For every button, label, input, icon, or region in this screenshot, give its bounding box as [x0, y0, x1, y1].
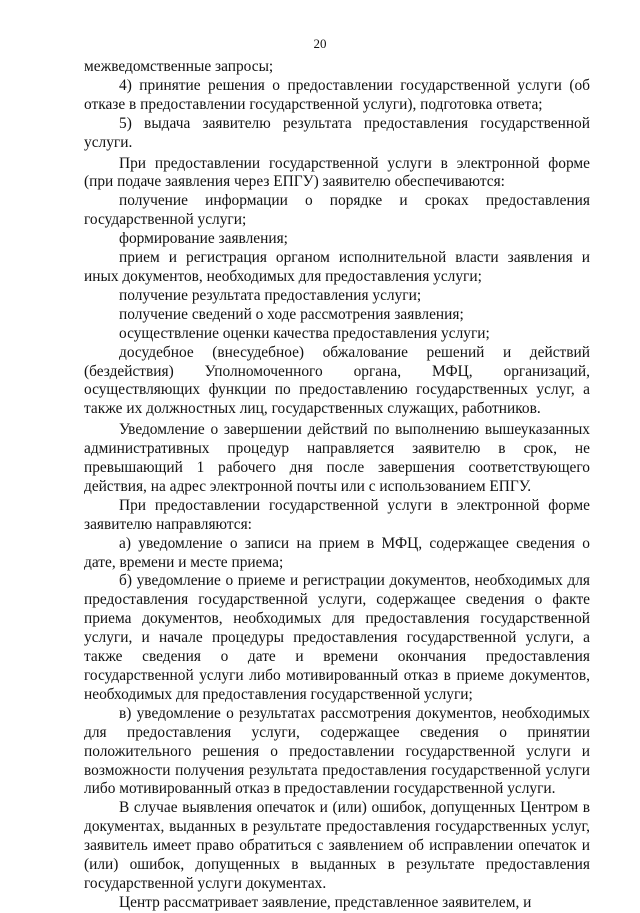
paragraph-16: в) уведомление о результатах рассмотрения документов, необходимых для предоставления услуги, содержащее сведения о принятии положительного решения о предоставлении государственной услуги и возможности получения результата предоставления государственной услуги либо мотивированный отказ в предоставлении государственной услуги. [84, 704, 590, 798]
paragraph-5: получение информации о порядке и сроках предоставления государственной услуги; [84, 192, 590, 229]
document-body [84, 58, 590, 913]
paragraph-17: В случае выявления опечаток и (или) ошибок, допущенных Центром в документах, выданных в результате предоставления государственных услуг, заявитель имеет право обратиться с заявлением об исправлении опечаток и (или) ошибок, допущенных в выданных в результате предоставления государственной услуги документах. [84, 799, 590, 892]
paragraph-10: осуществление оценки качества предоставления услуги; [119, 324, 490, 342]
paragraph-6: формирование заявления; [119, 230, 288, 248]
paragraph-9: получение сведений о ходе рассмотрения заявления; [119, 305, 464, 323]
paragraph-7: прием и регистрация органом исполнительной власти заявления и иных документов, необходимых для предоставления услуги; [84, 249, 590, 285]
paragraph-2: 4) принятие решения о предоставлении государственной услуги (об отказе в предоставлении государственной услуги), подготовка ответа; [84, 76, 590, 113]
paragraph-15: б) уведомление о приеме и регистрации документов, необходимых для предоставления государственной услуги, содержащее сведения о факте приема документов, необходимых для предоставления государственной услуги, и начале процедуры предоставления государственной услуги, а также сведения о дате и времени окончания предоставления государственной услуги либо мотивированный отказ в приеме документов, необходимых для предоставления государственной услуги; [84, 572, 590, 703]
paragraph-8: получение результата предоставления услуги; [119, 286, 422, 304]
paragraph-1: межведомственные запросы; [84, 58, 274, 75]
paragraph-12: Уведомление о завершении действий по выполнению вышеуказанных административных процедур направляется заявителю в срок, не превышающий 1 рабочего дня после завершения соответствующего действия, на адрес электронной почты или с использованием ЕПГУ. [84, 421, 590, 495]
paragraph-18: Центр рассматривает заявление, представленное заявителем, и [119, 893, 532, 911]
paragraph-11: досудебное (внесудебное) обжалование решений и действий (бездействия) Уполномоченного органа, МФЦ, организаций, осуществляющих функции по предоставлению государственных услуг, а также их должностных лиц, государственных служащих, работников. [84, 343, 590, 418]
paragraph-14: а) уведомление о записи на прием в МФЦ, содержащее сведения о дате, времени и месте приема; [84, 534, 590, 571]
paragraph-4: При предоставлении государственной услуги в электронной форме (при подаче заявления через ЕПГУ) заявителю обеспечиваются: [84, 154, 590, 191]
page-number: 20 [313, 36, 327, 51]
paragraph-13: При предоставлении государственной услуги в электронной форме заявителю направляются: [84, 496, 590, 533]
paragraph-3: 5) выдача заявителю результата предоставления государственной услуги. [84, 114, 590, 151]
